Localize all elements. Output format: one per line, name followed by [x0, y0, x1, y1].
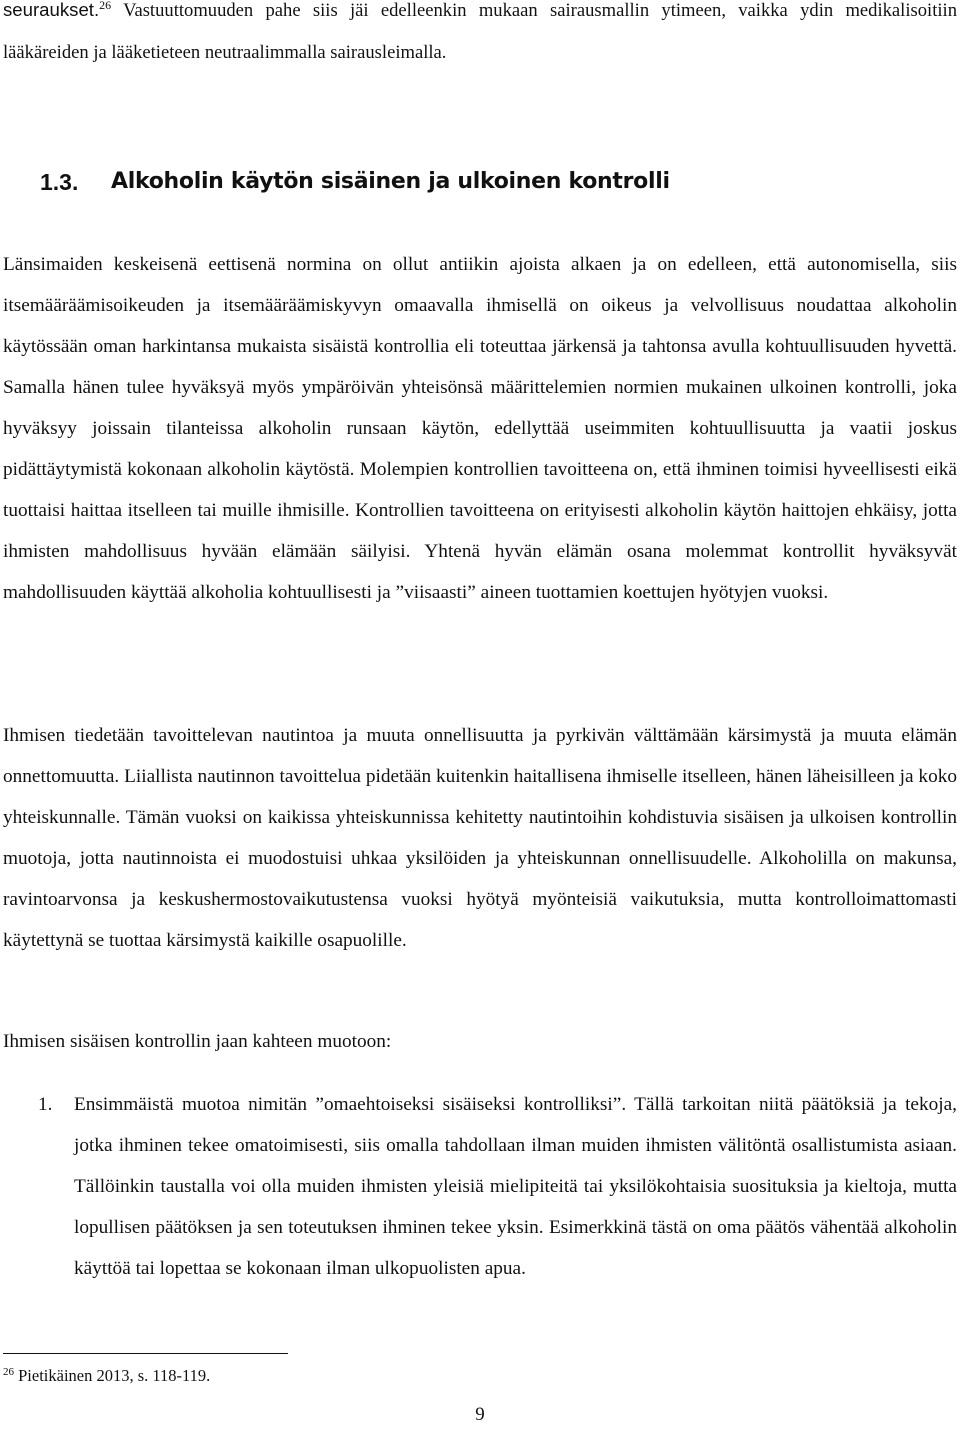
- section-title: Alkoholin käytön sisäinen ja ulkoinen kontrolli: [111, 169, 670, 194]
- section-heading: [3, 160, 957, 204]
- footnote: [3, 1365, 210, 1387]
- footnote-divider: [3, 1353, 288, 1354]
- list-marker: 1.: [38, 1094, 53, 1115]
- paragraph-pleasure: Ihmisen tiedetään tavoittelevan nautintoa ja muuta onnellisuutta ja pyrkivän välttämään kärsimystä ja muuta elämän onnettomuutta. Liiallista nautinnon tavoittelua pidetään kuitenkin haitallisena ihmiselle itselleen, hänen läheisilleen ja koko yhteiskunnalle. Tämän vuoksi on kaikissa yhteiskunnissa kehitetty nautintoihin kohdistuvia sisäisen ja ulkoisen kontrollin muotoja, jotta nautinnoista ei muodostuisi uhkaa yksilöiden ja yhteiskunnan onnellisuudelle. Alkoholilla on makunsa, ravintoarvonsa ja keskushermostovaikutustensa vuoksi hyötyä myönteisiä vaikutuksia, mutta kontrolloimattomasti käytettynä se tuottaa kärsimystä kaikille osapuolille.: [3, 725, 957, 951]
- footnote-text: Pietikäinen 2013, s. 118-119.: [14, 1366, 211, 1385]
- paragraph-autonomy: Länsimaiden keskeisenä eettisenä normina on ollut antiikin ajoista alkaen ja on edelleen, että autonomisella, siis itsemääräämisoikeuden ja itsemääräämiskyvyn omaavalla ihmisellä on oikeus ja velvollisuus noudattaa alkoholin käytössään oman harkintansa mukaista sisäistä kontrollia eli toteuttaa järkensä ja tahtonsa avulla kohtuullisuuden hyvettä. Samalla hänen tulee hyväksyä myös ympäröivän yhteisönsä määrittelemien normien mukainen ulkoinen kontrolli, joka hyväksyy joissain tilanteissa alkoholin runsaan käytön, edellyttää useimmiten kohtuullisuutta ja vaatii joskus pidättäytymistä kokonaan alkoholin käytöstä. Molempien kontrollien tavoitteena on, että ihminen toimisi hyveellisesti eikä tuottaisi haittaa itselleen tai muille ihmisille. Kontrollien tavoitteena on erityisesti alkoholin käytön haittojen ehkäisy, jotta ihmisten mahdollisuus hyvään elämään säilyisi. Yhtenä hyvän elämän osana molemmat kontrollit hyväksyvät mahdollisuuden käyttää alkoholia kohtuullisesti ja ”viisaasti” aineen tuottamien koettujen hyötyjen vuoksi.: [3, 254, 957, 603]
- continued-lead: seuraukset.: [3, 0, 100, 20]
- continued-paragraph: [3, 0, 957, 73]
- section-number: 1.3.: [40, 169, 79, 195]
- page-number: 9: [475, 1404, 485, 1425]
- footnote-number: 26: [3, 1366, 14, 1378]
- continued-text: Vastuuttomuuden pahe siis jäi edelleenkin mukaan sairausmallin ytimeen, vaikka ydin medikalisoitiin lääkäreiden ja lääketieteen neutraalimmalla sairausleimalla.: [3, 0, 957, 63]
- paragraph-internal-control-intro: Ihmisen sisäisen kontrollin jaan kahteen muotoon:: [3, 1031, 392, 1052]
- footnote-reference: 26: [99, 0, 112, 12]
- list-item-text: Ensimmäistä muotoa nimitän ”omaehtoiseksi sisäiseksi kontrolliksi”. Tällä tarkoitan niitä päätöksiä ja tekoja, jotka ihminen tekee omatoimisesti, siis omalla tahdollaan ilman muiden ihmisten välitöntä osallistumista asiaan. Tällöinkin taustalla voi olla muiden ihmisten yleisiä mielipiteitä tai yksilökohtaisia suosituksia ja kieltoja, mutta lopullisen päätöksen ja sen toteutuksen ihminen tekee yksin. Esimerkkinä tästä on oma päätös vähentää alkoholin käyttöä tai lopettaa se kokonaan ilman ulkopuolisten apua.: [74, 1094, 957, 1279]
